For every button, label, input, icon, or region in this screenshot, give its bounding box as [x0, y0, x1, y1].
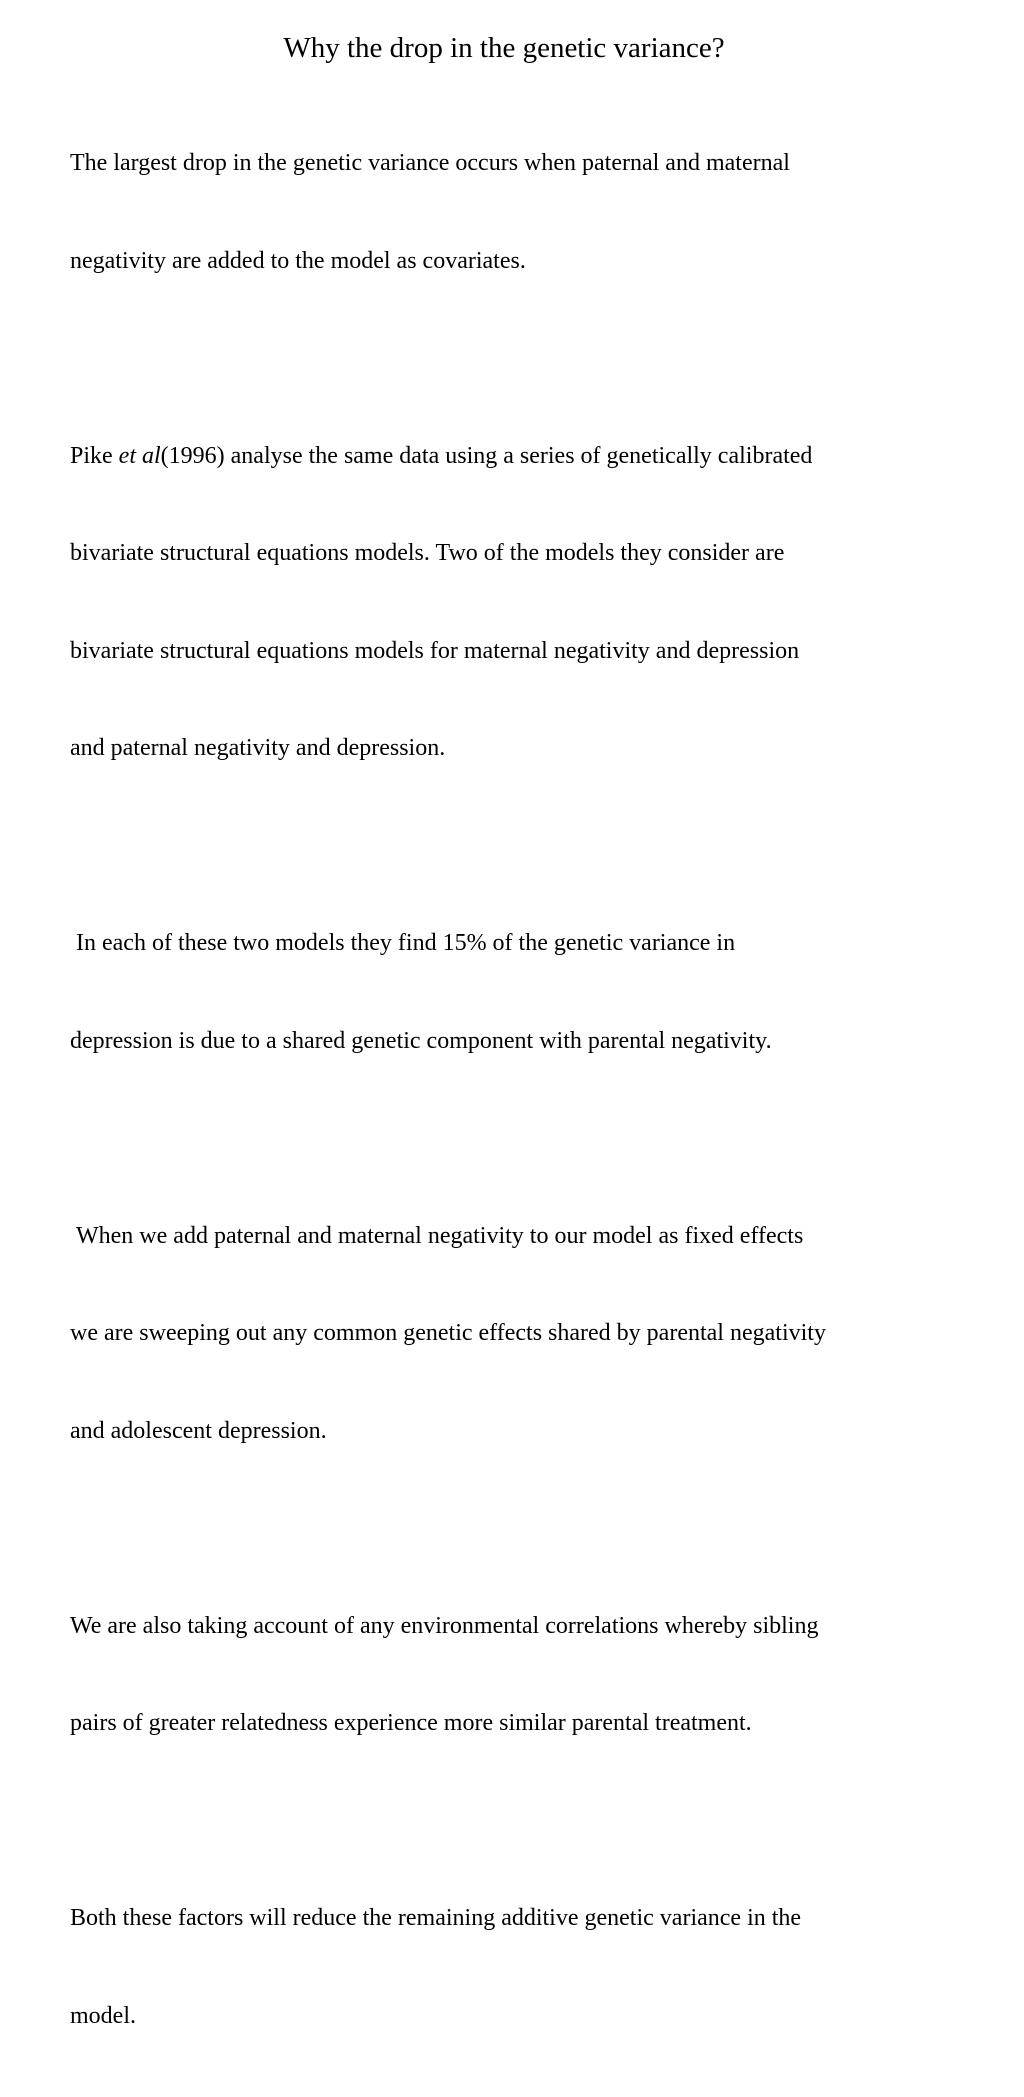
text-line: We are also taking account of any environmental correlations whereby sibling [70, 1612, 819, 1639]
text-line: bivariate structural equations models for maternal negativity and depression [70, 637, 800, 664]
text-line: In each of these two models they find 15% of the genetic variance in [70, 930, 736, 956]
paragraph-largest-drop [70, 82, 970, 342]
text-line: negativity are added to the model as covariates. [70, 247, 526, 274]
text-line: bivariate structural equations models. Two of the models they consider are [70, 540, 785, 566]
text-line: and paternal negativity and depression. [70, 735, 446, 761]
italic-citation: et al [118, 442, 161, 469]
text-segment: Pike [70, 442, 119, 469]
text-line: When we add paternal and maternal negativity to our model as fixed effects [70, 1222, 804, 1249]
text-line: and adolescent depression. [70, 1417, 327, 1444]
text-line: pairs of greater relatedness experience more similar parental treatment. [70, 1710, 752, 1736]
text-line: Both these factors will reduce the remaining additive genetic variance in the [70, 1905, 802, 1931]
text-line [70, 440, 970, 473]
text-line: we are sweeping out any common genetic effects shared by parental negativity [70, 1320, 826, 1346]
paragraph-fixed-effects [70, 1155, 970, 1513]
paragraph-two-models [70, 862, 970, 1122]
paragraph-environmental-correlations [70, 1545, 970, 1805]
slide-title: Why the drop in the genetic variance? [283, 32, 725, 64]
paragraph-pike-et-al [70, 375, 970, 830]
text-line: depression is due to a shared genetic component with parental negativity. [70, 1027, 772, 1054]
text-line: model. [70, 2002, 136, 2029]
text-segment: (1996) analyse the same data using a series of genetically calibrated [160, 442, 813, 469]
text-line: The largest drop in the genetic variance occurs when paternal and maternal [70, 150, 790, 176]
paragraph-conclusion [70, 1837, 970, 2097]
slide-body [70, 82, 970, 2097]
